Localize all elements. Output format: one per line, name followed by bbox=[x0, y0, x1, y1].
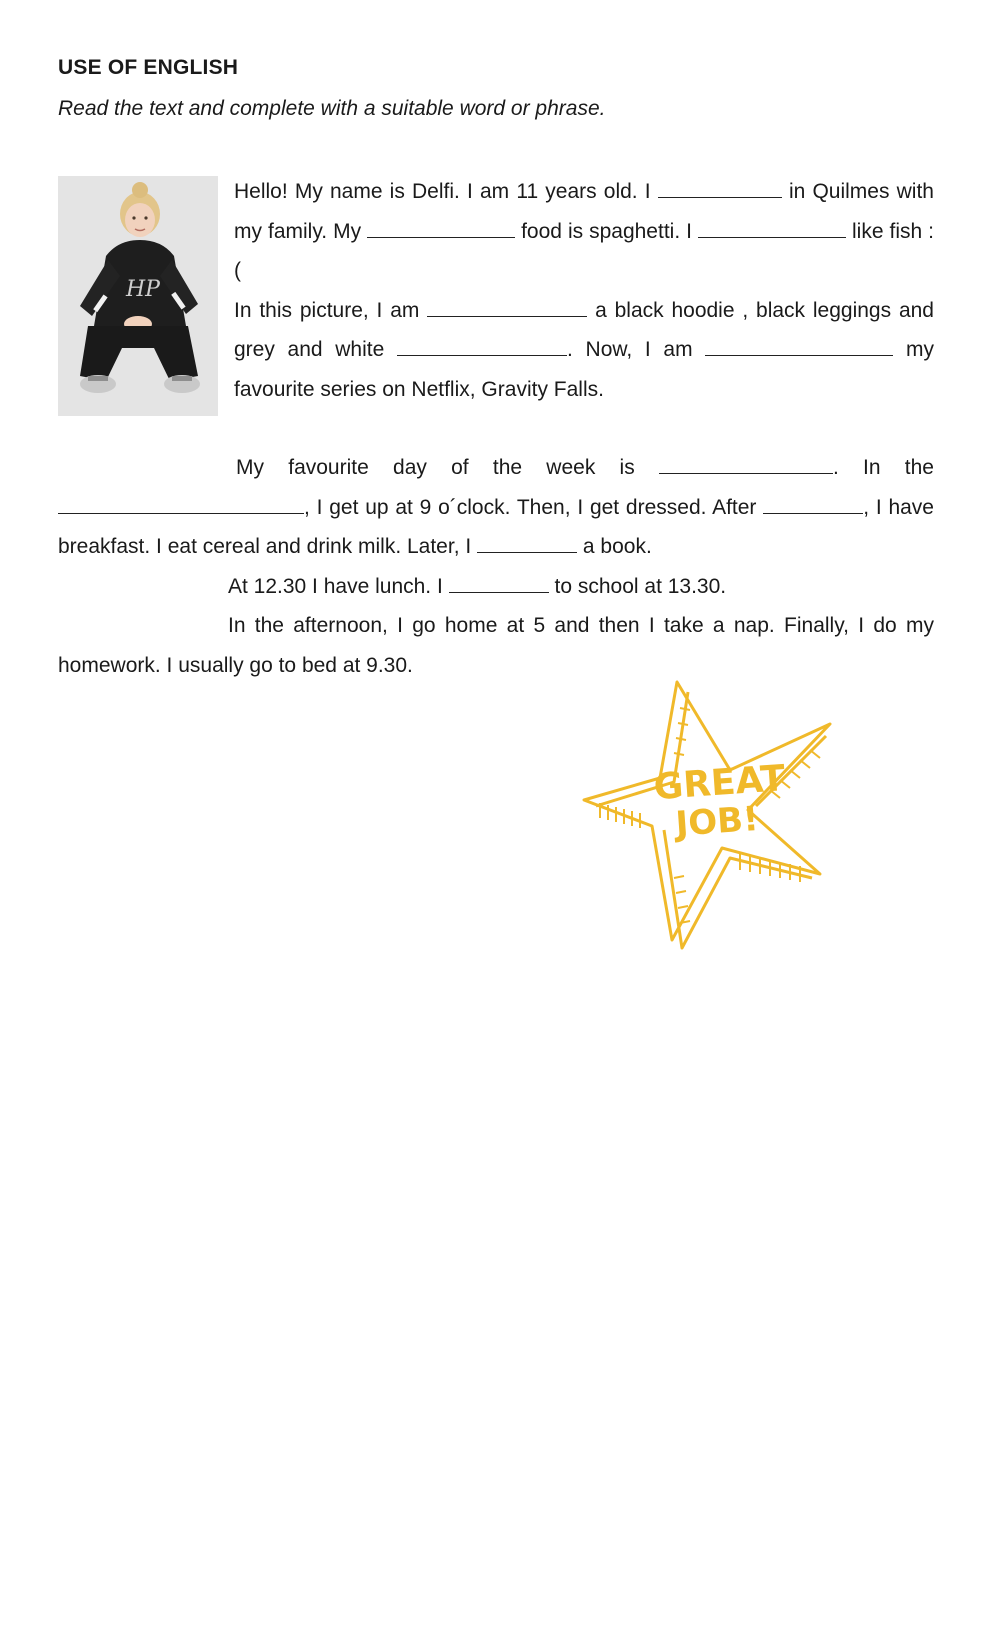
answer-blank[interactable] bbox=[698, 217, 846, 238]
answer-blank[interactable] bbox=[477, 532, 577, 553]
answer-blank[interactable] bbox=[763, 493, 863, 514]
answer-blank[interactable] bbox=[58, 493, 304, 514]
svg-text:JOB!: JOB! bbox=[674, 798, 760, 845]
paragraph-picture: In this picture, I am a black hoodie , black leggings and grey and white . Now, I am my favourite series on Netflix, Gravity Falls. bbox=[234, 291, 934, 410]
answer-blank[interactable] bbox=[658, 177, 782, 198]
page-title: USE OF ENGLISH bbox=[58, 56, 239, 79]
svg-text:GREAT: GREAT bbox=[652, 758, 787, 809]
answer-blank[interactable] bbox=[397, 335, 567, 356]
girl-photo bbox=[58, 176, 218, 416]
instructions: Read the text and complete with a suitable word or phrase. bbox=[58, 97, 606, 120]
paragraph-routine: My favourite day of the week is . In the bbox=[58, 448, 934, 488]
answer-blank[interactable] bbox=[705, 335, 893, 356]
paragraph-intro: Hello! My name is Delfi. I am 11 years old. I in Quilmes with my family. My food is spaghetti. I like fish :( bbox=[234, 172, 934, 291]
answer-blank[interactable] bbox=[449, 572, 549, 593]
paragraph-afternoon: In the afternoon, I go home at 5 and then I take a nap. Finally, I do my homework. I usually go to bed at 9.30. bbox=[58, 614, 934, 677]
paragraph-routine-cont: , I get up at 9 o´clock. Then, I get dressed. After , I have breakfast. I eat cereal and drink milk. Later, I a book. bbox=[58, 488, 934, 567]
answer-blank[interactable] bbox=[659, 453, 833, 474]
answer-blank[interactable] bbox=[427, 296, 587, 317]
svg-text:HP: HP bbox=[126, 277, 160, 302]
great-job-star-sticker bbox=[580, 678, 850, 964]
paragraph-lunch: At 12.30 I have lunch. I to school at 13.30. bbox=[58, 567, 934, 607]
answer-blank[interactable] bbox=[367, 217, 515, 238]
